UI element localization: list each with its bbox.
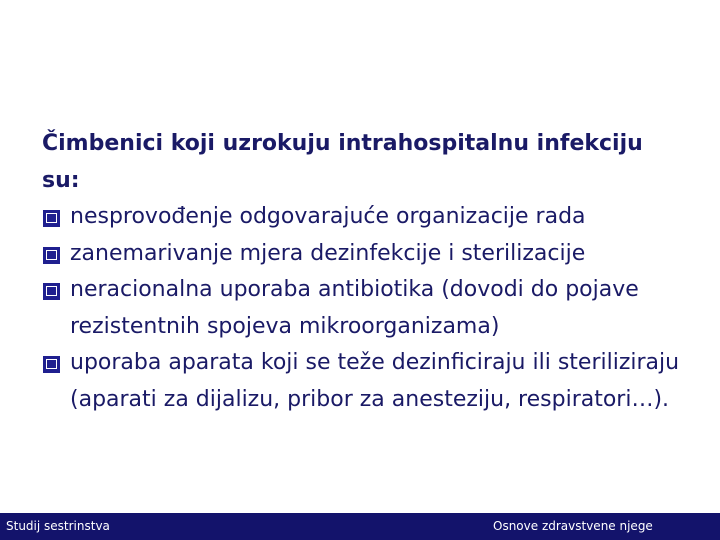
bullet-item [42, 345, 682, 418]
bullet-item [42, 272, 682, 345]
bullet-list [42, 199, 682, 418]
footer-bar [0, 513, 720, 540]
checkbox-bullet-icon [42, 246, 61, 265]
bullet-text: zanemarivanje mjera dezinfekcije i sterilizacije [70, 240, 586, 266]
bullet-text: uporaba aparata koji se teže dezinficiraju ili steriliziraju (aparati za dijalizu, pribor za anesteziju, respiratori…). [70, 350, 680, 412]
bullet-text: neracionalna uporaba antibiotika (dovodi do pojave rezistentnih spojeva mikroorganizama) [70, 277, 639, 339]
checkbox-bullet-icon [42, 355, 61, 374]
bullet-item [42, 199, 682, 236]
slide-heading: Čimbenici koji uzrokuju intrahospitalnu infekciju su: [42, 131, 643, 193]
footer-course-label: Studij sestrinstva [6, 519, 110, 533]
checkbox-bullet-icon [42, 209, 61, 228]
footer-subject-label: Osnove zdravstvene njege [493, 519, 653, 533]
bullet-text: nesprovođenje odgovarajuće organizacije rada [70, 204, 586, 229]
checkbox-bullet-icon [42, 282, 61, 301]
bullet-item [42, 236, 682, 273]
slide-content [42, 126, 682, 418]
